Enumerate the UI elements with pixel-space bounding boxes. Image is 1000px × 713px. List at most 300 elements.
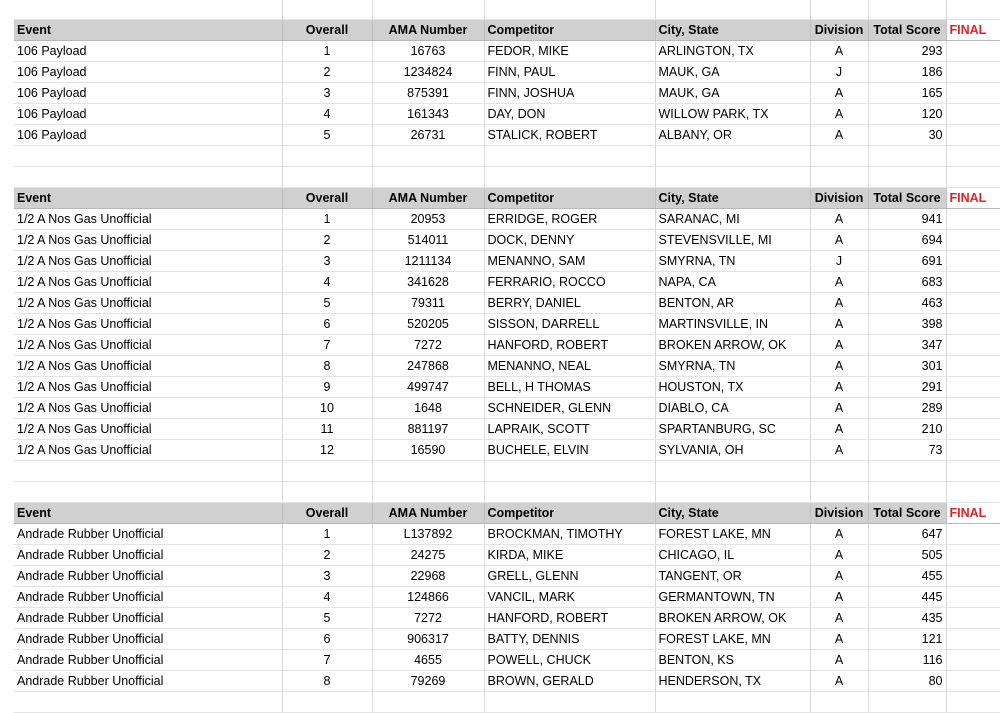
competitor-cell[interactable]: BROWN, GERALD <box>484 671 655 692</box>
spacer-row <box>14 692 1000 713</box>
empty-cell[interactable] <box>946 62 1000 83</box>
table-row <box>14 587 1000 608</box>
ama-number-cell[interactable]: 1234824 <box>372 62 484 83</box>
table-row <box>14 293 1000 314</box>
competitor-cell[interactable]: VANCIL, MARK <box>484 587 655 608</box>
competitor-cell[interactable]: ERRIDGE, ROGER <box>484 209 655 230</box>
ama-number-cell[interactable]: 7272 <box>372 608 484 629</box>
empty-cell[interactable] <box>655 692 810 713</box>
empty-cell[interactable] <box>484 692 655 713</box>
empty-cell[interactable] <box>946 398 1000 419</box>
table-row <box>14 209 1000 230</box>
column-header-overall[interactable]: Overall <box>282 503 372 524</box>
total-score-cell[interactable]: 291 <box>868 377 946 398</box>
table-row <box>14 566 1000 587</box>
overall-cell[interactable]: 3 <box>282 83 372 104</box>
overall-cell[interactable]: 6 <box>282 314 372 335</box>
division-cell[interactable]: A <box>810 629 868 650</box>
competitor-cell[interactable]: SCHNEIDER, GLENN <box>484 398 655 419</box>
division-cell[interactable]: A <box>810 314 868 335</box>
empty-cell[interactable] <box>946 104 1000 125</box>
total-score-cell[interactable]: 347 <box>868 335 946 356</box>
empty-cell[interactable] <box>282 146 372 167</box>
table-row <box>14 650 1000 671</box>
event-cell[interactable]: 106 Payload <box>14 104 282 125</box>
empty-cell[interactable] <box>946 83 1000 104</box>
column-header-division[interactable]: Division <box>810 20 868 41</box>
city-state-cell[interactable]: MARTINSVILLE, IN <box>655 314 810 335</box>
column-header-total-score[interactable]: Total Score <box>868 20 946 41</box>
ama-number-cell[interactable]: 247868 <box>372 356 484 377</box>
ama-number-cell[interactable]: 906317 <box>372 629 484 650</box>
total-score-cell[interactable]: 293 <box>868 41 946 62</box>
column-header-division[interactable]: Division <box>810 188 868 209</box>
empty-cell[interactable] <box>282 461 372 482</box>
column-header-event[interactable]: Event <box>14 20 282 41</box>
top-row-strip <box>14 0 1000 20</box>
total-score-cell[interactable]: 289 <box>868 398 946 419</box>
empty-cell[interactable] <box>282 692 372 713</box>
competitor-cell[interactable]: BUCHELE, ELVIN <box>484 440 655 461</box>
column-header-city-state[interactable]: City, State <box>655 188 810 209</box>
event-cell[interactable]: Andrade Rubber Unofficial <box>14 545 282 566</box>
column-header-competitor[interactable]: Competitor <box>484 20 655 41</box>
city-state-cell[interactable]: BENTON, KS <box>655 650 810 671</box>
city-state-cell[interactable]: GERMANTOWN, TN <box>655 587 810 608</box>
empty-cell[interactable] <box>946 335 1000 356</box>
event-cell[interactable]: 1/2 A Nos Gas Unofficial <box>14 293 282 314</box>
empty-cell[interactable] <box>14 167 282 188</box>
column-header-overall[interactable]: Overall <box>282 188 372 209</box>
division-cell[interactable]: A <box>810 671 868 692</box>
empty-cell[interactable] <box>946 125 1000 146</box>
event-cell[interactable]: 1/2 A Nos Gas Unofficial <box>14 335 282 356</box>
division-cell[interactable]: A <box>810 587 868 608</box>
city-state-cell[interactable]: SARANAC, MI <box>655 209 810 230</box>
spacer-row <box>14 167 1000 188</box>
ama-number-cell[interactable]: 79269 <box>372 671 484 692</box>
column-header-ama-number[interactable]: AMA Number <box>372 188 484 209</box>
empty-cell[interactable] <box>282 167 372 188</box>
table-row <box>14 335 1000 356</box>
column-header-competitor[interactable]: Competitor <box>484 503 655 524</box>
empty-cell[interactable] <box>810 692 868 713</box>
empty-cell[interactable] <box>655 167 810 188</box>
table-row <box>14 398 1000 419</box>
empty-cell[interactable] <box>484 146 655 167</box>
competitor-cell[interactable]: STALICK, ROBERT <box>484 125 655 146</box>
table-row <box>14 629 1000 650</box>
ama-number-cell[interactable]: 16763 <box>372 41 484 62</box>
ama-number-cell[interactable]: 24275 <box>372 545 484 566</box>
empty-cell[interactable] <box>946 545 1000 566</box>
section-header-row <box>14 503 1000 524</box>
overall-cell[interactable]: 4 <box>282 104 372 125</box>
empty-cell[interactable] <box>484 482 655 503</box>
competitor-cell[interactable]: MENANNO, NEAL <box>484 356 655 377</box>
event-cell[interactable]: Andrade Rubber Unofficial <box>14 608 282 629</box>
total-score-cell[interactable]: 301 <box>868 356 946 377</box>
empty-cell[interactable] <box>946 650 1000 671</box>
overall-cell[interactable]: 8 <box>282 671 372 692</box>
event-cell[interactable]: 1/2 A Nos Gas Unofficial <box>14 230 282 251</box>
division-cell[interactable]: A <box>810 608 868 629</box>
overall-cell[interactable]: 4 <box>282 272 372 293</box>
total-score-cell[interactable]: 647 <box>868 524 946 545</box>
competitor-cell[interactable]: FEDOR, MIKE <box>484 41 655 62</box>
competitor-cell[interactable]: FERRARIO, ROCCO <box>484 272 655 293</box>
ama-number-cell[interactable]: 124866 <box>372 587 484 608</box>
empty-cell[interactable] <box>946 524 1000 545</box>
overall-cell[interactable]: 5 <box>282 293 372 314</box>
total-score-cell[interactable]: 80 <box>868 671 946 692</box>
gridline <box>372 0 373 20</box>
event-cell[interactable]: 1/2 A Nos Gas Unofficial <box>14 440 282 461</box>
total-score-cell[interactable]: 435 <box>868 608 946 629</box>
total-score-cell[interactable]: 186 <box>868 62 946 83</box>
overall-cell[interactable]: 2 <box>282 62 372 83</box>
event-cell[interactable]: Andrade Rubber Unofficial <box>14 587 282 608</box>
table-row <box>14 545 1000 566</box>
city-state-cell[interactable]: BROKEN ARROW, OK <box>655 335 810 356</box>
table-row <box>14 377 1000 398</box>
total-score-cell[interactable]: 398 <box>868 314 946 335</box>
column-header-competitor[interactable]: Competitor <box>484 188 655 209</box>
empty-cell[interactable] <box>946 377 1000 398</box>
division-cell[interactable]: A <box>810 545 868 566</box>
column-header-ama-number[interactable]: AMA Number <box>372 503 484 524</box>
event-cell[interactable]: Andrade Rubber Unofficial <box>14 671 282 692</box>
empty-cell[interactable] <box>946 272 1000 293</box>
event-cell[interactable]: Andrade Rubber Unofficial <box>14 524 282 545</box>
ama-number-cell[interactable]: 341628 <box>372 272 484 293</box>
division-cell[interactable]: A <box>810 566 868 587</box>
competitor-cell[interactable]: BELL, H THOMAS <box>484 377 655 398</box>
empty-cell[interactable] <box>946 314 1000 335</box>
gridline <box>655 0 656 20</box>
empty-cell[interactable] <box>946 230 1000 251</box>
empty-cell[interactable] <box>372 692 484 713</box>
table-row <box>14 356 1000 377</box>
division-cell[interactable]: A <box>810 650 868 671</box>
competitor-cell[interactable]: LAPRAIK, SCOTT <box>484 419 655 440</box>
table-row <box>14 608 1000 629</box>
empty-cell[interactable] <box>946 293 1000 314</box>
empty-cell[interactable] <box>868 167 946 188</box>
competitor-cell[interactable]: SISSON, DARRELL <box>484 314 655 335</box>
column-header-ama-number[interactable]: AMA Number <box>372 20 484 41</box>
empty-cell[interactable] <box>946 671 1000 692</box>
total-score-cell[interactable]: 210 <box>868 419 946 440</box>
total-score-cell[interactable]: 694 <box>868 230 946 251</box>
table-row <box>14 83 1000 104</box>
overall-cell[interactable]: 1 <box>282 524 372 545</box>
division-cell[interactable]: A <box>810 230 868 251</box>
empty-cell[interactable] <box>372 167 484 188</box>
empty-cell[interactable] <box>14 461 282 482</box>
empty-cell[interactable] <box>868 482 946 503</box>
competitor-cell[interactable]: BERRY, DANIEL <box>484 293 655 314</box>
event-cell[interactable]: 106 Payload <box>14 41 282 62</box>
city-state-cell[interactable]: BENTON, AR <box>655 293 810 314</box>
event-cell[interactable]: 106 Payload <box>14 62 282 83</box>
competitor-cell[interactable]: MENANNO, SAM <box>484 251 655 272</box>
final-label[interactable]: FINAL <box>946 503 1000 524</box>
empty-cell[interactable] <box>372 461 484 482</box>
ama-number-cell[interactable]: 20953 <box>372 209 484 230</box>
empty-cell[interactable] <box>810 146 868 167</box>
total-score-cell[interactable]: 691 <box>868 251 946 272</box>
event-cell[interactable]: 1/2 A Nos Gas Unofficial <box>14 251 282 272</box>
city-state-cell[interactable]: SPARTANBURG, SC <box>655 419 810 440</box>
city-state-cell[interactable]: ARLINGTON, TX <box>655 41 810 62</box>
empty-cell[interactable] <box>946 356 1000 377</box>
city-state-cell[interactable]: FOREST LAKE, MN <box>655 524 810 545</box>
division-cell[interactable]: A <box>810 104 868 125</box>
total-score-cell[interactable]: 116 <box>868 650 946 671</box>
city-state-cell[interactable]: TANGENT, OR <box>655 566 810 587</box>
empty-cell[interactable] <box>372 482 484 503</box>
gridline <box>810 0 811 20</box>
ama-number-cell[interactable]: 16590 <box>372 440 484 461</box>
ama-number-cell[interactable]: 26731 <box>372 125 484 146</box>
ama-number-cell[interactable]: L137892 <box>372 524 484 545</box>
overall-cell[interactable]: 3 <box>282 566 372 587</box>
overall-cell[interactable]: 8 <box>282 356 372 377</box>
overall-cell[interactable]: 4 <box>282 587 372 608</box>
overall-cell[interactable]: 12 <box>282 440 372 461</box>
overall-cell[interactable]: 1 <box>282 41 372 62</box>
total-score-cell[interactable]: 165 <box>868 83 946 104</box>
overall-cell[interactable]: 5 <box>282 125 372 146</box>
division-cell[interactable]: A <box>810 440 868 461</box>
ama-number-cell[interactable]: 1211134 <box>372 251 484 272</box>
total-score-cell[interactable]: 120 <box>868 104 946 125</box>
division-cell[interactable]: A <box>810 398 868 419</box>
empty-cell[interactable] <box>14 482 282 503</box>
gridline <box>484 0 485 20</box>
column-header-total-score[interactable]: Total Score <box>868 188 946 209</box>
total-score-cell[interactable]: 73 <box>868 440 946 461</box>
table-row <box>14 62 1000 83</box>
empty-cell[interactable] <box>655 482 810 503</box>
competitor-cell[interactable]: POWELL, CHUCK <box>484 650 655 671</box>
division-cell[interactable]: J <box>810 251 868 272</box>
empty-cell[interactable] <box>946 692 1000 713</box>
division-cell[interactable]: A <box>810 377 868 398</box>
total-score-cell[interactable]: 941 <box>868 209 946 230</box>
city-state-cell[interactable]: SYLVANIA, OH <box>655 440 810 461</box>
empty-cell[interactable] <box>946 482 1000 503</box>
city-state-cell[interactable]: ALBANY, OR <box>655 125 810 146</box>
ama-number-cell[interactable]: 520205 <box>372 314 484 335</box>
total-score-cell[interactable]: 683 <box>868 272 946 293</box>
empty-cell[interactable] <box>868 461 946 482</box>
division-cell[interactable]: A <box>810 209 868 230</box>
overall-cell[interactable]: 5 <box>282 608 372 629</box>
total-score-cell[interactable]: 30 <box>868 125 946 146</box>
division-cell[interactable]: A <box>810 272 868 293</box>
division-cell[interactable]: A <box>810 524 868 545</box>
total-score-cell[interactable]: 463 <box>868 293 946 314</box>
gridline <box>282 0 283 20</box>
competitor-cell[interactable]: DOCK, DENNY <box>484 230 655 251</box>
event-cell[interactable]: 1/2 A Nos Gas Unofficial <box>14 272 282 293</box>
overall-cell[interactable]: 10 <box>282 398 372 419</box>
empty-cell[interactable] <box>484 461 655 482</box>
spacer-row <box>14 482 1000 503</box>
empty-cell[interactable] <box>946 566 1000 587</box>
event-cell[interactable]: 1/2 A Nos Gas Unofficial <box>14 356 282 377</box>
city-state-cell[interactable]: STEVENSVILLE, MI <box>655 230 810 251</box>
competitor-cell[interactable]: HANFORD, ROBERT <box>484 608 655 629</box>
column-header-city-state[interactable]: City, State <box>655 20 810 41</box>
table-row <box>14 251 1000 272</box>
empty-cell[interactable] <box>14 146 282 167</box>
ama-number-cell[interactable]: 161343 <box>372 104 484 125</box>
empty-cell[interactable] <box>946 440 1000 461</box>
empty-cell[interactable] <box>946 419 1000 440</box>
empty-cell[interactable] <box>946 251 1000 272</box>
ama-number-cell[interactable]: 7272 <box>372 335 484 356</box>
event-cell[interactable]: Andrade Rubber Unofficial <box>14 650 282 671</box>
competitor-cell[interactable]: DAY, DON <box>484 104 655 125</box>
ama-number-cell[interactable]: 4655 <box>372 650 484 671</box>
ama-number-cell[interactable]: 22968 <box>372 566 484 587</box>
ama-number-cell[interactable]: 514011 <box>372 230 484 251</box>
empty-cell[interactable] <box>946 41 1000 62</box>
empty-cell[interactable] <box>868 146 946 167</box>
column-header-event[interactable]: Event <box>14 503 282 524</box>
empty-cell[interactable] <box>810 167 868 188</box>
overall-cell[interactable]: 11 <box>282 419 372 440</box>
overall-cell[interactable]: 6 <box>282 629 372 650</box>
column-header-division[interactable]: Division <box>810 503 868 524</box>
final-label[interactable]: FINAL <box>946 20 1000 41</box>
empty-cell[interactable] <box>655 146 810 167</box>
empty-cell[interactable] <box>810 482 868 503</box>
spacer-row <box>14 461 1000 482</box>
division-cell[interactable]: A <box>810 125 868 146</box>
city-state-cell[interactable]: SMYRNA, TN <box>655 251 810 272</box>
division-cell[interactable]: A <box>810 293 868 314</box>
city-state-cell[interactable]: DIABLO, CA <box>655 398 810 419</box>
table-row <box>14 104 1000 125</box>
ama-number-cell[interactable]: 79311 <box>372 293 484 314</box>
total-score-cell[interactable]: 445 <box>868 587 946 608</box>
total-score-cell[interactable]: 505 <box>868 545 946 566</box>
empty-cell[interactable] <box>810 461 868 482</box>
spacer-row <box>14 146 1000 167</box>
competitor-cell[interactable]: FINN, JOSHUA <box>484 83 655 104</box>
overall-cell[interactable]: 3 <box>282 251 372 272</box>
empty-cell[interactable] <box>282 482 372 503</box>
city-state-cell[interactable]: SMYRNA, TN <box>655 356 810 377</box>
event-cell[interactable]: 1/2 A Nos Gas Unofficial <box>14 314 282 335</box>
city-state-cell[interactable]: WILLOW PARK, TX <box>655 104 810 125</box>
event-cell[interactable]: 1/2 A Nos Gas Unofficial <box>14 377 282 398</box>
division-cell[interactable]: A <box>810 41 868 62</box>
overall-cell[interactable]: 9 <box>282 377 372 398</box>
empty-cell[interactable] <box>372 146 484 167</box>
column-header-event[interactable]: Event <box>14 188 282 209</box>
overall-cell[interactable]: 7 <box>282 650 372 671</box>
division-cell[interactable]: A <box>810 335 868 356</box>
city-state-cell[interactable]: BROKEN ARROW, OK <box>655 608 810 629</box>
empty-cell[interactable] <box>484 167 655 188</box>
competitor-cell[interactable]: BROCKMAN, TIMOTHY <box>484 524 655 545</box>
ama-number-cell[interactable]: 1648 <box>372 398 484 419</box>
overall-cell[interactable]: 2 <box>282 230 372 251</box>
empty-cell[interactable] <box>946 146 1000 167</box>
total-score-cell[interactable]: 121 <box>868 629 946 650</box>
division-cell[interactable]: A <box>810 419 868 440</box>
ama-number-cell[interactable]: 499747 <box>372 377 484 398</box>
division-cell[interactable]: J <box>810 62 868 83</box>
event-cell[interactable]: 106 Payload <box>14 83 282 104</box>
overall-cell[interactable]: 2 <box>282 545 372 566</box>
section-header-row <box>14 20 1000 41</box>
city-state-cell[interactable]: CHICAGO, IL <box>655 545 810 566</box>
competitor-cell[interactable]: GRELL, GLENN <box>484 566 655 587</box>
column-header-city-state[interactable]: City, State <box>655 503 810 524</box>
empty-cell[interactable] <box>946 629 1000 650</box>
division-cell[interactable]: A <box>810 83 868 104</box>
competitor-cell[interactable]: KIRDA, MIKE <box>484 545 655 566</box>
event-cell[interactable]: Andrade Rubber Unofficial <box>14 629 282 650</box>
competitor-cell[interactable]: FINN, PAUL <box>484 62 655 83</box>
empty-cell[interactable] <box>946 587 1000 608</box>
table-row <box>14 41 1000 62</box>
city-state-cell[interactable]: FOREST LAKE, MN <box>655 629 810 650</box>
city-state-cell[interactable]: HOUSTON, TX <box>655 377 810 398</box>
empty-cell[interactable] <box>946 167 1000 188</box>
table-row <box>14 314 1000 335</box>
column-header-overall[interactable]: Overall <box>282 20 372 41</box>
empty-cell[interactable] <box>14 692 282 713</box>
event-cell[interactable]: 1/2 A Nos Gas Unofficial <box>14 398 282 419</box>
empty-cell[interactable] <box>868 692 946 713</box>
empty-cell[interactable] <box>946 461 1000 482</box>
city-state-cell[interactable]: HENDERSON, TX <box>655 671 810 692</box>
empty-cell[interactable] <box>946 608 1000 629</box>
table-row <box>14 419 1000 440</box>
gridline <box>868 0 869 20</box>
city-state-cell[interactable]: MAUK, GA <box>655 62 810 83</box>
competitor-cell[interactable]: HANFORD, ROBERT <box>484 335 655 356</box>
empty-cell[interactable] <box>946 209 1000 230</box>
ama-number-cell[interactable]: 875391 <box>372 83 484 104</box>
city-state-cell[interactable]: NAPA, CA <box>655 272 810 293</box>
event-cell[interactable]: Andrade Rubber Unofficial <box>14 566 282 587</box>
ama-number-cell[interactable]: 881197 <box>372 419 484 440</box>
empty-cell[interactable] <box>655 461 810 482</box>
table-row <box>14 524 1000 545</box>
overall-cell[interactable]: 1 <box>282 209 372 230</box>
event-cell[interactable]: 1/2 A Nos Gas Unofficial <box>14 419 282 440</box>
final-label[interactable]: FINAL <box>946 188 1000 209</box>
event-cell[interactable]: 1/2 A Nos Gas Unofficial <box>14 209 282 230</box>
division-cell[interactable]: A <box>810 356 868 377</box>
column-header-total-score[interactable]: Total Score <box>868 503 946 524</box>
overall-cell[interactable]: 7 <box>282 335 372 356</box>
competitor-cell[interactable]: BATTY, DENNIS <box>484 629 655 650</box>
event-cell[interactable]: 106 Payload <box>14 125 282 146</box>
table-row <box>14 272 1000 293</box>
total-score-cell[interactable]: 455 <box>868 566 946 587</box>
city-state-cell[interactable]: MAUK, GA <box>655 83 810 104</box>
table-row <box>14 440 1000 461</box>
